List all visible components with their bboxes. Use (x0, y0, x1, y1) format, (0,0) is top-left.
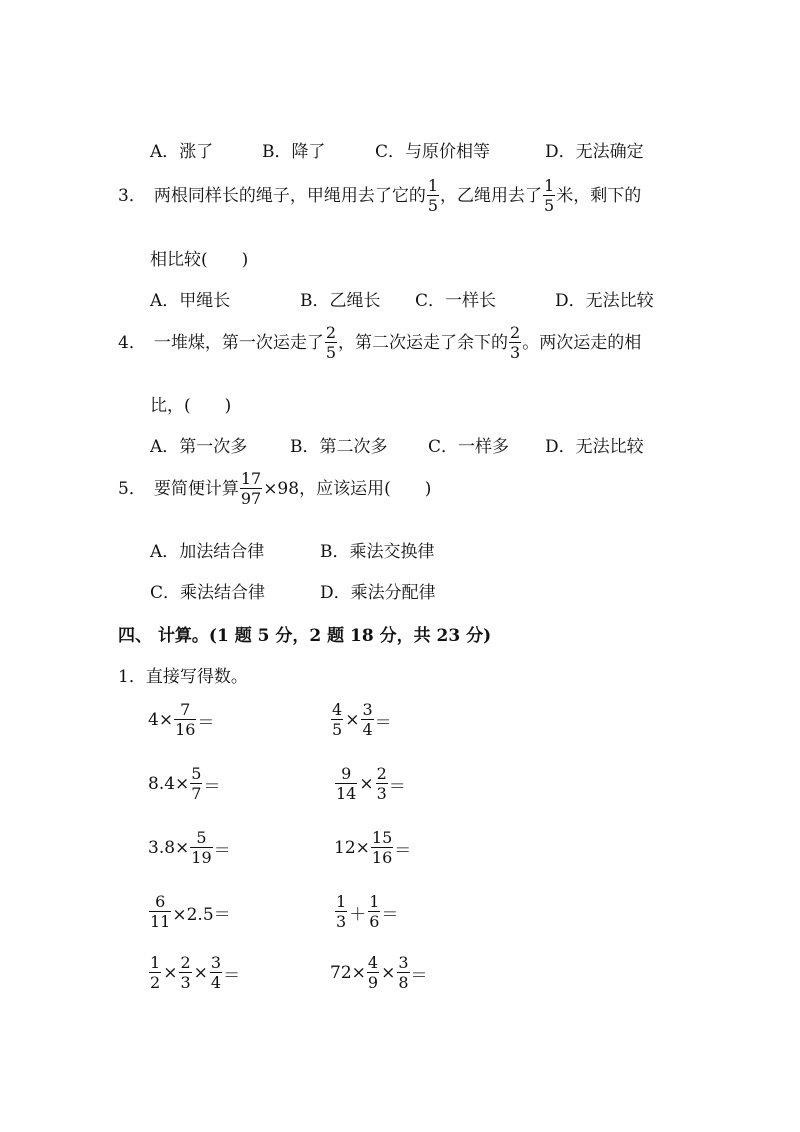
calc-2-left: 8.4× $\frac{5}{7}$ ＝ (148, 764, 221, 803)
q3-option-c[interactable]: C．一样长 (415, 291, 497, 311)
q4-option-a[interactable]: A．第一次多 (150, 437, 248, 457)
calc-4-right: $\frac{1}{3}$ ＋ $\frac{1}{6}$ ＝ (336, 892, 399, 931)
q4-text-line2: 比，( ) (150, 396, 232, 416)
q5-text-2: ×98，应该运用( ) (263, 478, 432, 499)
q5-text-1: 要简便计算 (153, 478, 239, 499)
q3-fraction-1: $\frac{1}{5}$ (427, 176, 439, 215)
q4-option-b[interactable]: B．第二次多 (290, 437, 388, 457)
q4-text-1: 一堆煤，第一次运走了 (153, 332, 324, 353)
calc-2-right: $\frac{9}{14}$ × $\frac{2}{3}$ ＝ (336, 764, 406, 803)
calc-1-left: 4× $\frac{7}{16}$ ＝ (148, 700, 215, 739)
q5-option-b[interactable]: B．乘法交换律 (320, 542, 435, 562)
q2-option-c[interactable]: C．与原价相等 (375, 142, 491, 162)
q4-text-2: ，第二次运走了余下的 (338, 332, 509, 353)
subsection-1-title: 1．直接写得数。 (118, 667, 248, 687)
calc-4-left: $\frac{6}{11}$ ×2.5＝ (150, 892, 231, 931)
q4-number: 4． (118, 332, 146, 353)
q5-option-a[interactable]: A．加法结合律 (150, 542, 265, 562)
q5-option-d[interactable]: D．乘法分配律 (320, 583, 436, 603)
q3-question (118, 178, 641, 214)
section-4-title: 四、 计算。(1 题 5 分，2 题 18 分，共 23 分) (118, 626, 492, 646)
calc-3-left: 3.8× $\frac{5}{19}$ ＝ (148, 828, 231, 867)
q3-option-d[interactable]: D．无法比较 (555, 291, 654, 311)
q5-number: 5． (118, 478, 146, 499)
q5-option-c[interactable]: C．乘法结合律 (150, 583, 266, 603)
q3-option-a[interactable]: A．甲绳长 (150, 291, 231, 311)
calc-5-right: 72× $\frac{4}{9}$ × $\frac{3}{8}$ ＝ (330, 953, 428, 992)
q3-text-3: 米，剩下的 (556, 185, 642, 206)
q3-option-b[interactable]: B．乙绳长 (300, 291, 381, 311)
q4-fraction-1: $\frac{2}{5}$ (325, 323, 337, 362)
q4-fraction-2: $\frac{2}{3}$ (510, 323, 521, 362)
q3-text-line2: 相比较( ) (150, 250, 249, 270)
q5-fraction: $\frac{17}{97}$ (240, 469, 262, 508)
q2-option-d[interactable]: D．无法确定 (545, 142, 644, 162)
q3-text-2: ，乙绳用去了 (440, 185, 543, 206)
q5-question (118, 471, 431, 507)
calc-3-right: 12× $\frac{15}{16}$ ＝ (334, 828, 412, 867)
q3-number: 3． (118, 185, 146, 206)
calc-5-left: $\frac{1}{2}$ × $\frac{2}{3}$ × $\frac{3}{4}$ ＝ (150, 953, 241, 992)
q3-text-1: 两根同样长的绳子，甲绳用去了它的 (153, 185, 426, 206)
calc-1-right: $\frac{4}{5}$ × $\frac{3}{4}$ ＝ (332, 700, 392, 739)
q4-option-d[interactable]: D．无法比较 (545, 437, 644, 457)
q4-text-3: 。两次运走的相 (522, 332, 642, 353)
q2-option-b[interactable]: B．降了 (262, 142, 326, 162)
q4-option-c[interactable]: C．一样多 (428, 437, 510, 457)
q3-fraction-2: $\frac{1}{5}$ (544, 176, 555, 215)
q4-question (118, 325, 641, 361)
q2-option-a[interactable]: A．涨了 (150, 142, 214, 162)
